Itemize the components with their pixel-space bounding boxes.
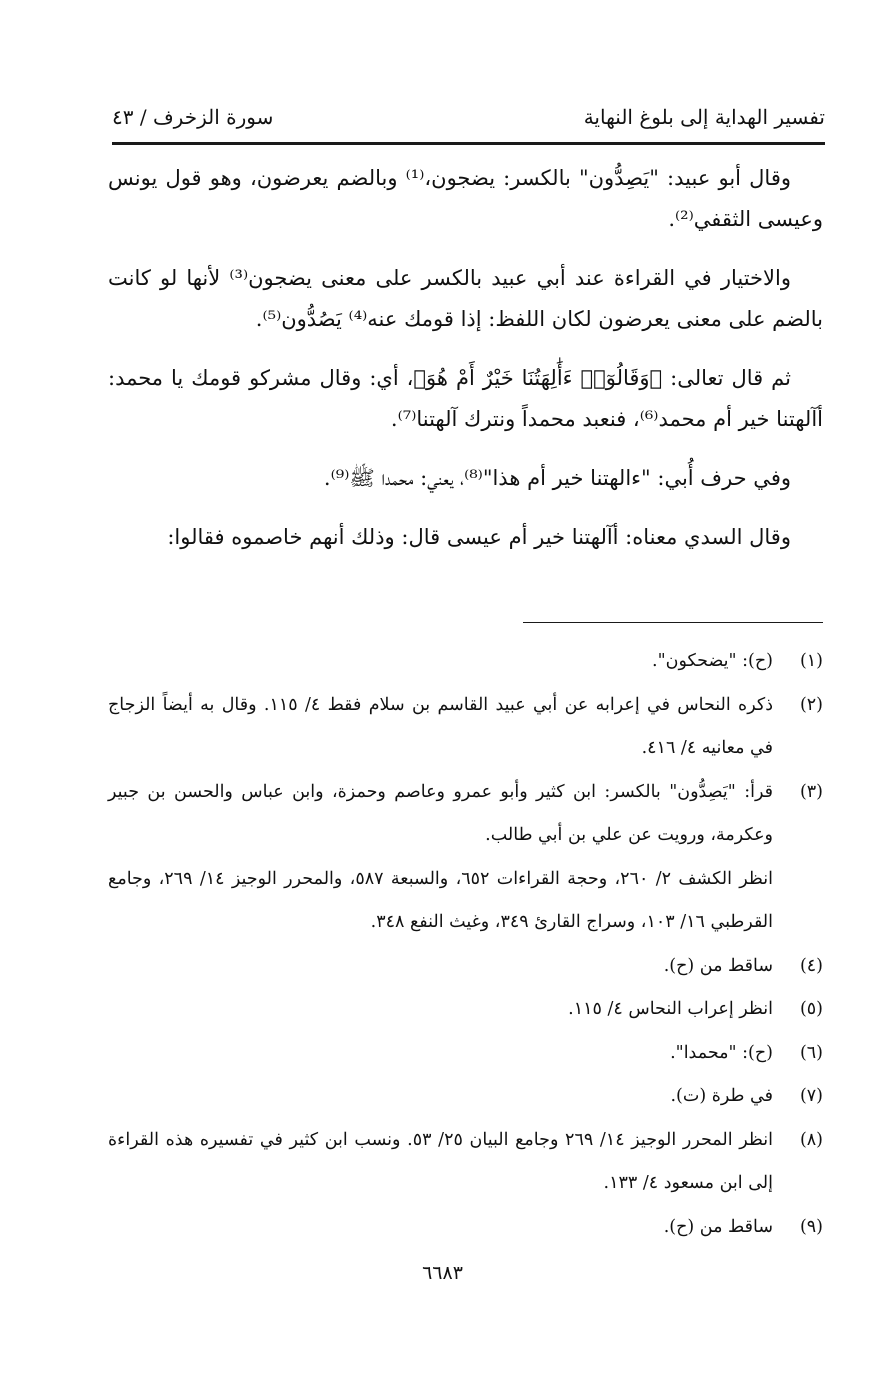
footnote-divider [523, 622, 823, 623]
footnote-number: (٤) [799, 955, 823, 976]
page-number: ٦٦٨٣ [422, 1262, 463, 1284]
footnote-item [108, 988, 823, 1032]
paragraph: والاختيار في القراءة عند أبي عبيد بالكسر على معنى يضجون⁽³⁾ لأنها لو كانت بالضم على معنى يعرضون لكان اللفظ: إذا قومك عنه⁽⁴⁾ يَصُدُّون⁽⁵⁾. [108, 266, 823, 331]
paragraph: ثم قال تعالى: ﴿وَقَالُوٓا۟ ءَأَٰلِهَتُنَا خَيْرٌ أَمْ هُوَ﴾، أي: وقال مشركو قومك يا محمد: أآلهتنا خير أم محمد⁽⁶⁾، فنعبد محمداً ونترك آلهتنا⁽⁷⁾. [108, 366, 823, 431]
footnote-number: (٢) [799, 694, 823, 715]
footnote-text: انظر الكشف ٢/ ٢٦٠، وحجة القراءات ٦٥٢، والسبعة ٥٨٧، والمحرر الوجيز ١٤/ ٢٦٩، وجامع القرطبي ١٦/ ١٠٣، وسراج القارئ ٣٤٩، وغيث النفع ٣٤٨. [108, 868, 774, 932]
surah-label: سورة الزخرف / ٤٣ [112, 105, 274, 129]
footnote-item [108, 771, 823, 858]
footnote-text: ساقط من (ح). [663, 1216, 773, 1237]
footnote-item [108, 1075, 823, 1119]
footnote-number: (٩) [799, 1216, 823, 1237]
footnote-number: (٣) [799, 781, 823, 802]
footnote-item [108, 1119, 823, 1206]
footnotes [108, 640, 823, 1249]
footnote-text: انظر إعراب النحاس ٤/ ١١٥. [568, 999, 773, 1019]
paragraph: وقال السدي معناه: أآلهتنا خير أم عيسى قال: وذلك أنهم خاصموه فقالوا: [167, 525, 791, 549]
footnote-number: (٦) [799, 1042, 823, 1063]
footnote-item [108, 1032, 823, 1076]
book-title: تفسير الهداية إلى بلوغ النهاية [583, 105, 825, 129]
footnote-text: (ح): "محمدا". [670, 1042, 773, 1063]
paragraph: وفي حرف أُبي: "ءالهتنا خير أم هذا"⁽⁸⁾، يعني: محمدا ﷺ⁽⁹⁾. [323, 466, 791, 490]
footnote-item [108, 945, 823, 989]
footnote-item [108, 640, 823, 684]
footnote-number: (٥) [799, 999, 823, 1019]
footnote-text: (ح): "يضحكون". [652, 651, 773, 671]
footnote-number: (٧) [799, 1086, 823, 1106]
footnote-text: ذكره النحاس في إعرابه عن أبي عبيد القاسم بن سلام فقط ٤/ ١١٥. وقال به أيضاً الزجاج في معانيه ٤/ ٤١٦. [108, 694, 773, 758]
footnote-item [108, 684, 823, 771]
footnote-number: (١) [799, 651, 823, 671]
paragraph: وقال أبو عبيد: "يَصِدُّون" بالكسر: يضجون،⁽¹⁾ وبالضم يعرضون، وهو قول يونس وعيسى الثقفي⁽²⁾. [108, 166, 823, 231]
footnote-item [108, 1206, 823, 1250]
footnote-text: ساقط من (ح). [663, 955, 773, 976]
footnote-number: (٨) [799, 1129, 823, 1150]
footnote-text: انظر المحرر الوجيز ١٤/ ٢٦٩ وجامع البيان ٢٥/ ٥٣. ونسب ابن كثير في تفسيره هذه القراءة إلى ابن مسعود ٤/ ١٣٣. [108, 1129, 773, 1193]
footnote-text: قرأ: "يَصِدُّون" بالكسر: ابن كثير وأبو عمرو وعاصم وحمزة، وابن عباس والحسن بن جبير وعكرمة، ورويت عن علي بن أبي طالب. [108, 781, 773, 845]
running-header [112, 92, 825, 145]
main-text [108, 158, 823, 576]
footnote-item [108, 858, 823, 945]
footnote-text: في طرة (ت). [670, 1086, 773, 1106]
